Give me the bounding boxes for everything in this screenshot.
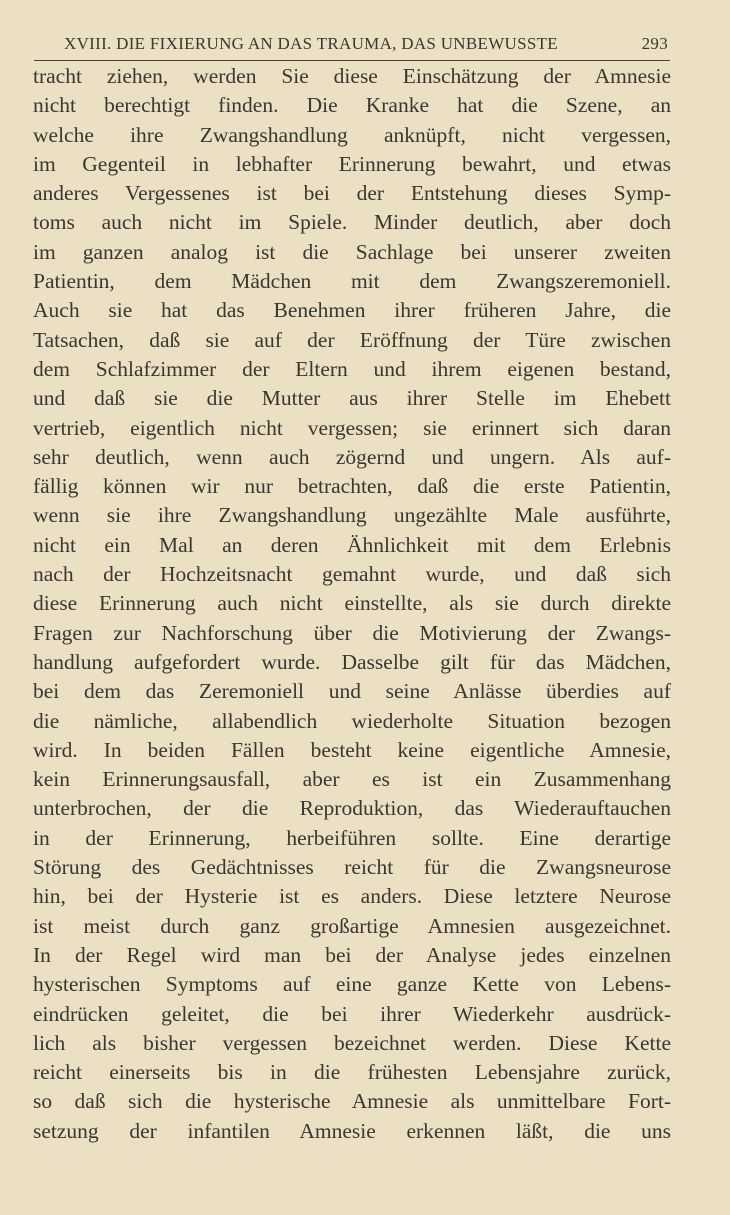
text-line: in der Erinnerung, herbeiführen sollte. Eine derartige bbox=[33, 825, 671, 850]
text-line: setzung der infantilen Amnesie erkennen läßt, die uns bbox=[33, 1118, 671, 1143]
text-line: In der Regel wird man bei der Analyse jedes einzelnen bbox=[33, 942, 671, 967]
text-line: nicht ein Mal an deren Ähnlichkeit mit dem Erlebnis bbox=[33, 532, 671, 557]
text-line: tracht ziehen, werden Sie diese Einschätzung der Amnesie bbox=[33, 64, 671, 88]
text-line: vertrieb, eigentlich nicht vergessen; sie erinnert sich daran bbox=[33, 415, 671, 440]
text-line: toms auch nicht im Spiele. Minder deutlich, aber doch bbox=[33, 210, 671, 235]
text-line: Patientin, dem Mädchen mit dem Zwangszeremoniell. bbox=[33, 269, 671, 294]
text-line: fällig können wir nur betrachten, daß die erste Patientin, bbox=[33, 474, 671, 499]
running-header bbox=[34, 34, 670, 58]
text-line: die nämliche, allabendlich wiederholte Situation bezogen bbox=[33, 708, 671, 733]
text-line: Auch sie hat das Benehmen ihrer früheren Jahre, die bbox=[33, 298, 671, 323]
page-number: 293 bbox=[641, 34, 668, 53]
text-line: und daß sie die Mutter aus ihrer Stelle im Ehebett bbox=[33, 386, 671, 411]
text-line: wird. In beiden Fällen besteht keine eigentliche Amnesie, bbox=[33, 737, 671, 762]
text-line: dem Schlafzimmer der Eltern und ihrem eigenen bestand, bbox=[33, 356, 671, 381]
text-line: lich als bisher vergessen bezeichnet werden. Diese Kette bbox=[33, 1030, 671, 1055]
text-line: Tatsachen, daß sie auf der Eröffnung der Türe zwischen bbox=[33, 327, 671, 352]
text-line: nach der Hochzeitsnacht gemahnt wurde, und daß sich bbox=[33, 562, 671, 587]
text-line: welche ihre Zwangshandlung anknüpft, nicht vergessen, bbox=[33, 122, 671, 147]
text-line: ist meist durch ganz großartige Amnesien ausgezeichnet. bbox=[33, 913, 671, 938]
text-line: unterbrochen, der die Reproduktion, das Wiederauftauchen bbox=[33, 796, 671, 821]
text-line: nicht berechtigt finden. Die Kranke hat die Szene, an bbox=[33, 93, 671, 118]
text-line: bei dem das Zeremoniell und seine Anlässe überdies auf bbox=[33, 679, 671, 704]
text-line: handlung aufgefordert wurde. Dasselbe gilt für das Mädchen, bbox=[33, 649, 671, 674]
body-text bbox=[33, 62, 671, 1146]
text-line: im Gegenteil in lebhafter Erinnerung bewahrt, und etwas bbox=[33, 151, 671, 176]
text-line: hin, bei der Hysterie ist es anders. Diese letztere Neurose bbox=[33, 884, 671, 909]
text-line: wenn sie ihre Zwangshandlung ungezählte Male ausführte, bbox=[33, 503, 671, 528]
text-line: hysterischen Symptoms auf eine ganze Kette von Lebens- bbox=[33, 972, 671, 997]
text-line: Fragen zur Nachforschung über die Motivierung der Zwangs- bbox=[33, 620, 671, 645]
text-line: so daß sich die hysterische Amnesie als unmittelbare Fort- bbox=[33, 1089, 671, 1114]
text-line: reicht einerseits bis in die frühesten Lebensjahre zurück, bbox=[33, 1060, 671, 1085]
text-line: im ganzen analog ist die Sachlage bei unserer zweiten bbox=[33, 239, 671, 264]
text-line: diese Erinnerung auch nicht einstellte, als sie durch direkte bbox=[33, 591, 671, 616]
chapter-title: XVIII. DIE FIXIERUNG AN DAS TRAUMA, DAS UNBEWUSSTE bbox=[64, 34, 558, 53]
text-line: eindrücken geleitet, die bei ihrer Wiederkehr ausdrück- bbox=[33, 1001, 671, 1026]
text-line: sehr deutlich, wenn auch zögernd und ungern. Als auf- bbox=[33, 444, 671, 469]
text-line: kein Erinnerungsausfall, aber es ist ein Zusammenhang bbox=[33, 767, 671, 792]
text-line: anderes Vergessenes ist bei der Entstehung dieses Symp- bbox=[33, 181, 671, 206]
text-line: Störung des Gedächtnisses reicht für die Zwangsneurose bbox=[33, 855, 671, 880]
header-rule bbox=[34, 60, 670, 61]
